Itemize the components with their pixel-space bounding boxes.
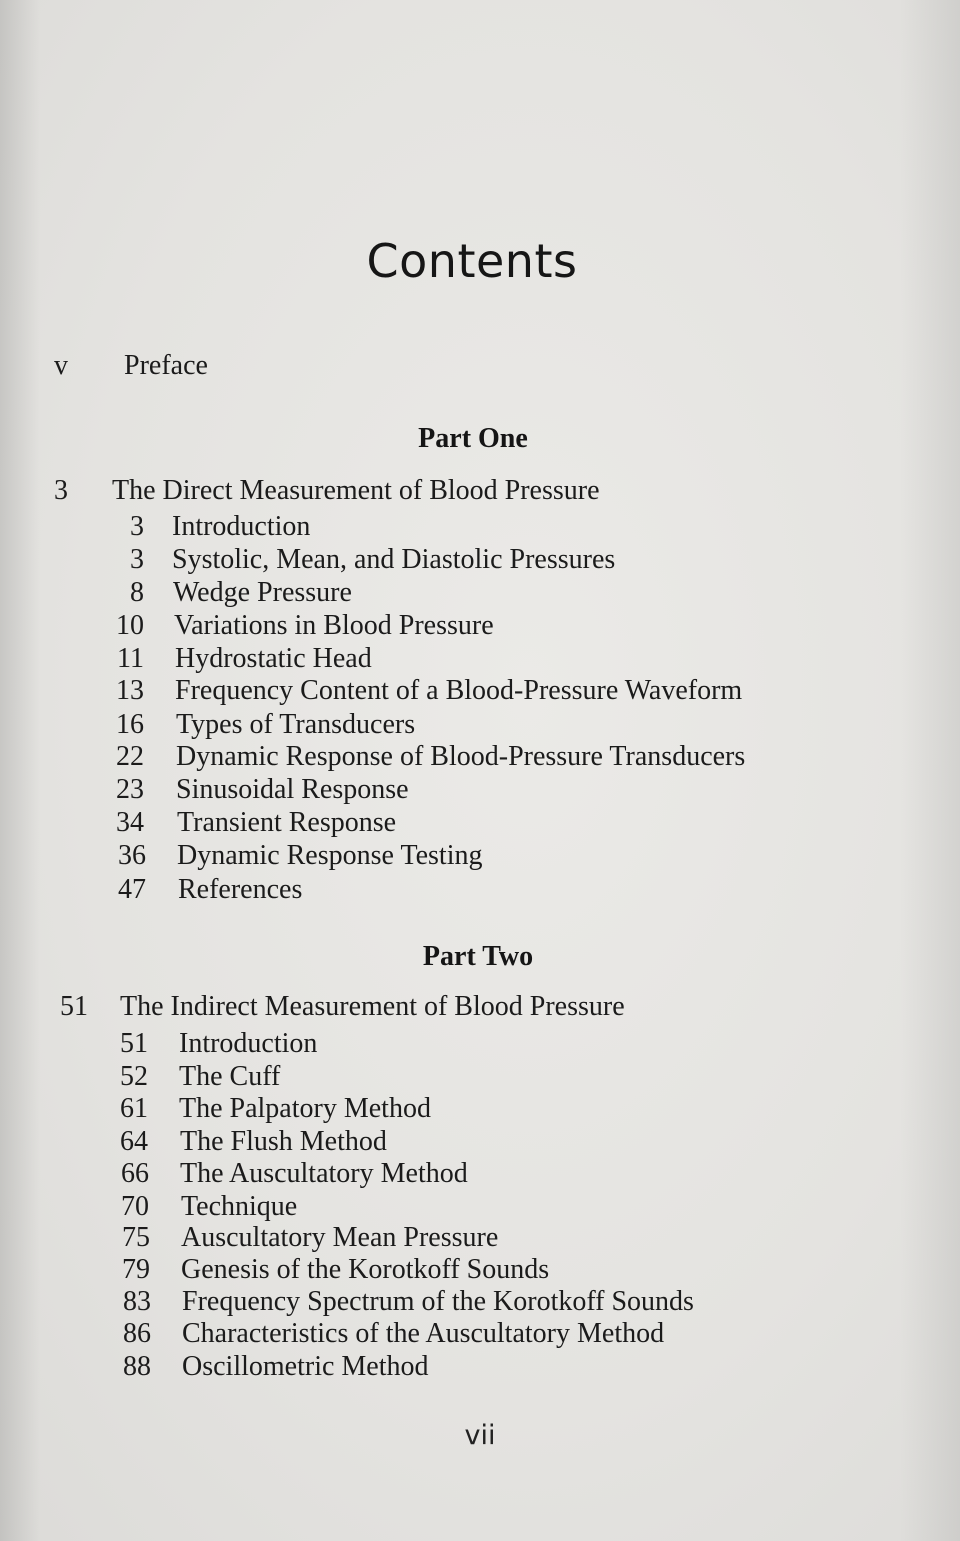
toc-page-number: 83 (123, 1286, 151, 1317)
toc-page-number: 51 (120, 1028, 148, 1059)
toc-page-number: 16 (116, 709, 144, 740)
toc-entry-preface (0, 350, 700, 384)
toc-label: Characteristics of the Auscultatory Method (182, 1318, 665, 1349)
toc-entry (0, 874, 900, 908)
toc-page-number: 3 (130, 511, 144, 542)
toc-label: Variations in Blood Pressure (174, 610, 494, 641)
toc-page-number: 10 (116, 610, 144, 641)
toc-page-number: 11 (117, 643, 144, 674)
toc-label: The Direct Measurement of Blood Pressure (112, 475, 600, 506)
toc-entry (0, 1318, 900, 1352)
toc-page-number: 3 (130, 544, 144, 575)
toc-label: Frequency Spectrum of the Korotkoff Sounds (182, 1286, 694, 1317)
toc-page-number: 23 (116, 774, 144, 805)
toc-entry (0, 643, 900, 677)
toc-page-number: 64 (120, 1126, 148, 1157)
toc-label: Introduction (179, 1028, 318, 1059)
toc-entry (0, 1093, 900, 1127)
toc-entry (0, 709, 900, 743)
toc-page-number: 47 (118, 874, 146, 905)
toc-entry (0, 675, 900, 709)
toc-entry (0, 1028, 900, 1062)
toc-label: Systolic, Mean, and Diastolic Pressures (172, 544, 616, 575)
toc-page-number: 86 (123, 1318, 151, 1349)
toc-page-number: 3 (54, 475, 68, 506)
toc-label: Introduction (172, 511, 311, 542)
part-two-heading: Part Two (422, 941, 534, 972)
toc-label: Auscultatory Mean Pressure (181, 1222, 499, 1253)
toc-label: References (178, 874, 303, 905)
toc-label: Technique (181, 1191, 298, 1222)
toc-entry (0, 1286, 900, 1320)
toc-label: Preface (124, 350, 208, 381)
toc-label: The Cuff (179, 1061, 281, 1092)
toc-page-number: 88 (123, 1351, 151, 1382)
toc-page-number: 13 (116, 675, 144, 706)
toc-chapter-part-two (0, 991, 800, 1025)
toc-entry (0, 577, 900, 611)
toc-entry (0, 1191, 900, 1225)
toc-entry (0, 1158, 900, 1192)
toc-entry (0, 840, 900, 874)
toc-page-number: 52 (120, 1061, 148, 1092)
toc-entry (0, 544, 900, 578)
toc-label: Dynamic Response of Blood-Pressure Transducers (176, 741, 746, 772)
toc-label: Hydrostatic Head (175, 643, 372, 674)
toc-page-number: 34 (116, 807, 144, 838)
toc-page-number: 75 (122, 1222, 150, 1253)
toc-entry (0, 1222, 900, 1256)
toc-page-number: 22 (116, 741, 144, 772)
toc-page-number: 70 (121, 1191, 149, 1222)
toc-label: Frequency Content of a Blood-Pressure Waveform (175, 675, 743, 706)
toc-label: The Auscultatory Method (180, 1158, 468, 1189)
toc-entry (0, 1126, 900, 1160)
toc-chapter-part-one (0, 475, 800, 509)
part-one-heading: Part One (418, 423, 528, 454)
toc-label: Wedge Pressure (173, 577, 352, 608)
toc-entry (0, 807, 900, 841)
toc-label: Oscillometric Method (182, 1351, 429, 1382)
toc-entry (0, 1061, 900, 1095)
toc-page-number: 79 (122, 1254, 150, 1285)
toc-page-number: 61 (120, 1093, 148, 1124)
toc-entry (0, 511, 900, 545)
toc-entry (0, 1254, 900, 1288)
toc-page-number: 66 (121, 1158, 149, 1189)
toc-label: Sinusoidal Response (176, 774, 409, 805)
toc-entry (0, 610, 900, 644)
toc-page-number: v (54, 350, 68, 381)
page-number-folio: vii (464, 1420, 496, 1451)
toc-entry (0, 741, 900, 775)
toc-label: Dynamic Response Testing (177, 840, 483, 871)
toc-entry (0, 774, 900, 808)
toc-page-number: 8 (130, 577, 144, 608)
toc-label: The Indirect Measurement of Blood Pressure (120, 991, 625, 1022)
toc-entry (0, 1351, 900, 1385)
toc-page-number: 36 (118, 840, 146, 871)
toc-label: The Flush Method (180, 1126, 387, 1157)
toc-label: Genesis of the Korotkoff Sounds (181, 1254, 550, 1285)
page-title: Contents (366, 234, 578, 288)
toc-label: Transient Response (177, 807, 397, 838)
toc-label: Types of Transducers (176, 709, 416, 740)
toc-page-number: 51 (60, 991, 88, 1022)
toc-label: The Palpatory Method (179, 1093, 431, 1124)
